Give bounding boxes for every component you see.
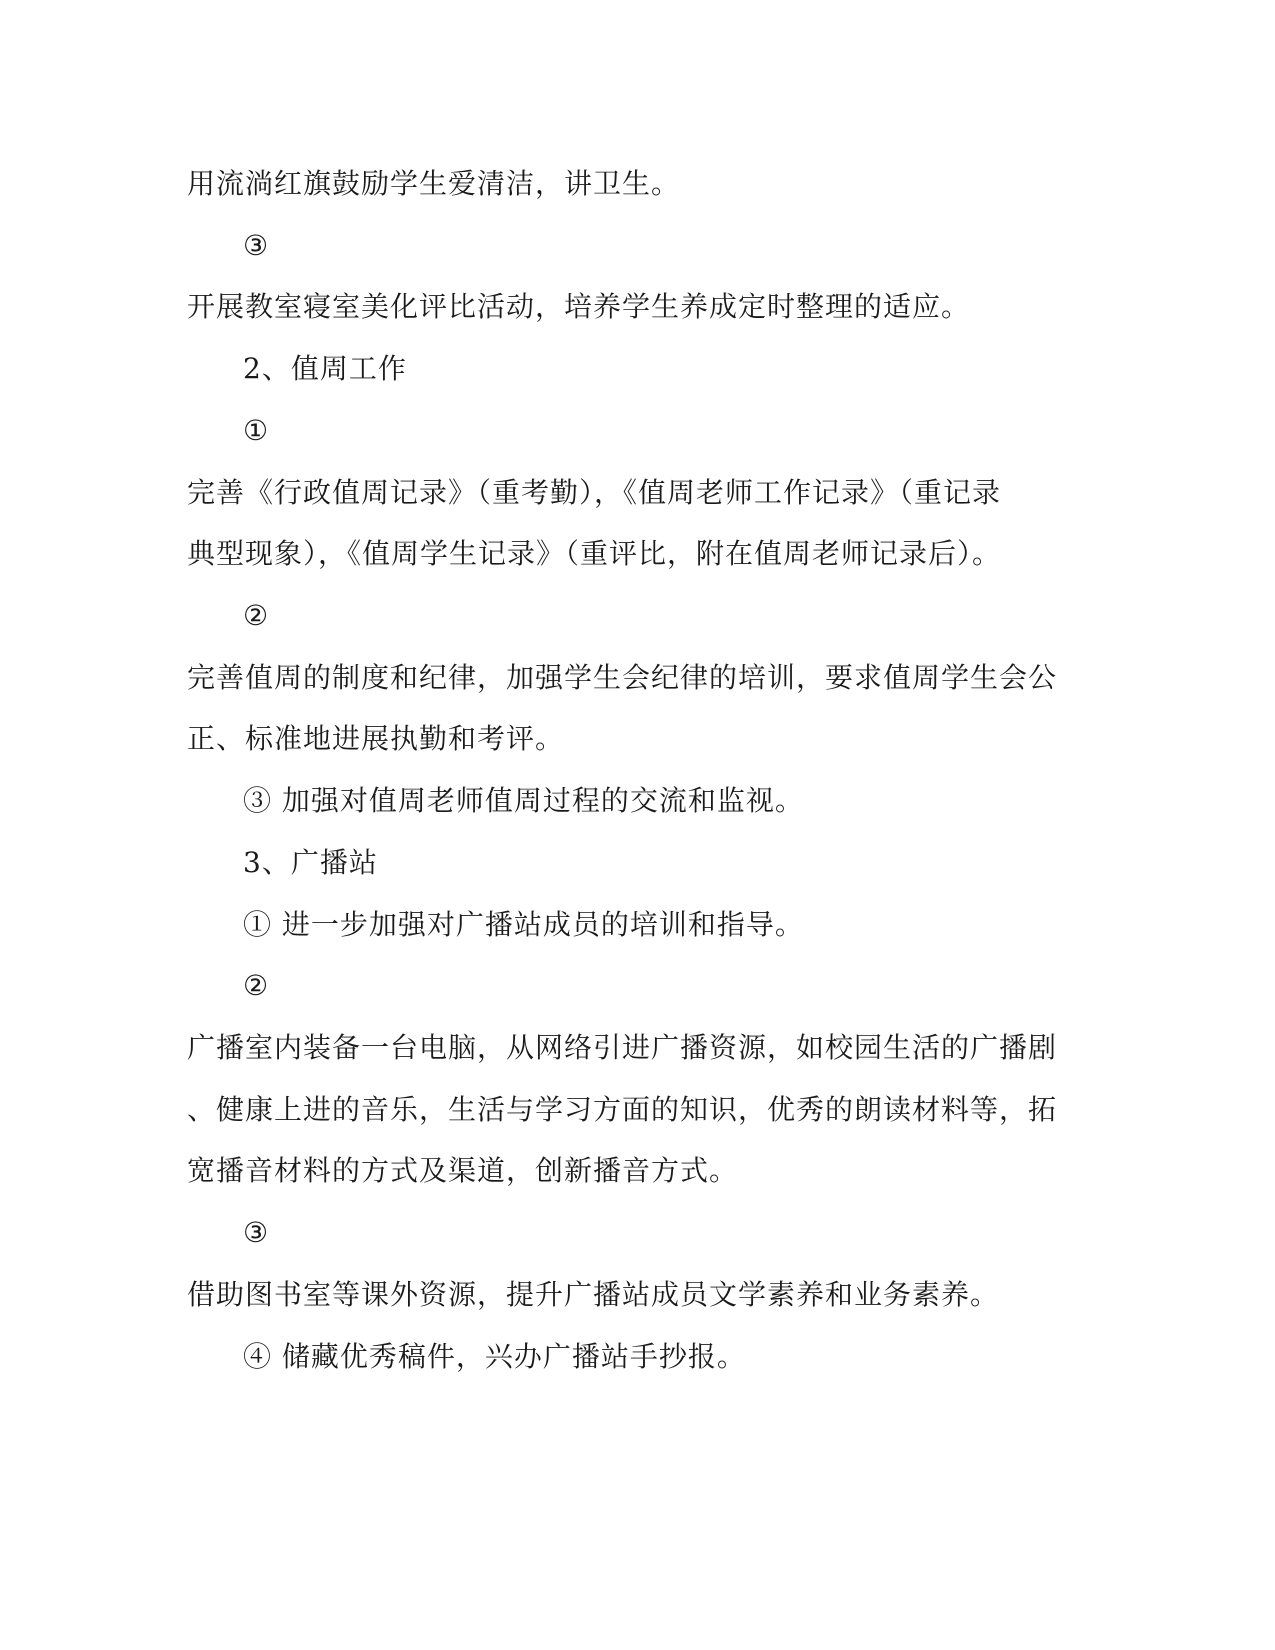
section-heading: 2、值周工作 [243, 352, 407, 385]
item-marker-3: ③ [243, 229, 270, 262]
text-line: 宽播音材料的方式及渠道，创新播音方式。 [187, 1154, 739, 1187]
item-marker-2: ② [243, 599, 270, 632]
list-item: ④ 储藏优秀稿件，兴办广播站手抄报。 [243, 1340, 746, 1373]
item-marker-2: ② [243, 969, 270, 1002]
text-line: 开展教室寝室美化评比活动，培养学生养成定时整理的适应。 [187, 290, 971, 323]
text-line: 完善《行政值周记录》（重考勤），《值周老师工作记录》（重记录 [187, 476, 1002, 509]
text-line: 用流淌红旗鼓励学生爱清洁，讲卫生。 [187, 167, 681, 200]
list-item: ① 进一步加强对广播站成员的培训和指导。 [243, 908, 804, 941]
text-line: 、健康上进的音乐，生活与学习方面的知识，优秀的朗读材料等，拓 [187, 1093, 1058, 1126]
text-line: 广播室内装备一台电脑，从网络引进广播资源，如校园生活的广播剧 [187, 1031, 1058, 1064]
text-line: 正、标准地进展执勤和考评。 [187, 722, 565, 755]
item-marker-3: ③ [243, 1216, 270, 1249]
text-line: 典型现象），《值周学生记录》（重评比，附在值周老师记录后）。 [187, 537, 1002, 570]
item-marker-1: ① [243, 414, 270, 447]
text-line: 完善值周的制度和纪律，加强学生会纪律的培训，要求值周学生会公 [187, 661, 1058, 694]
section-heading: 3、广播站 [243, 846, 378, 879]
list-item: ③ 加强对值周老师值周过程的交流和监视。 [243, 784, 804, 817]
text-line: 借助图书室等课外资源，提升广播站成员文学素养和业务素养。 [187, 1278, 1000, 1311]
